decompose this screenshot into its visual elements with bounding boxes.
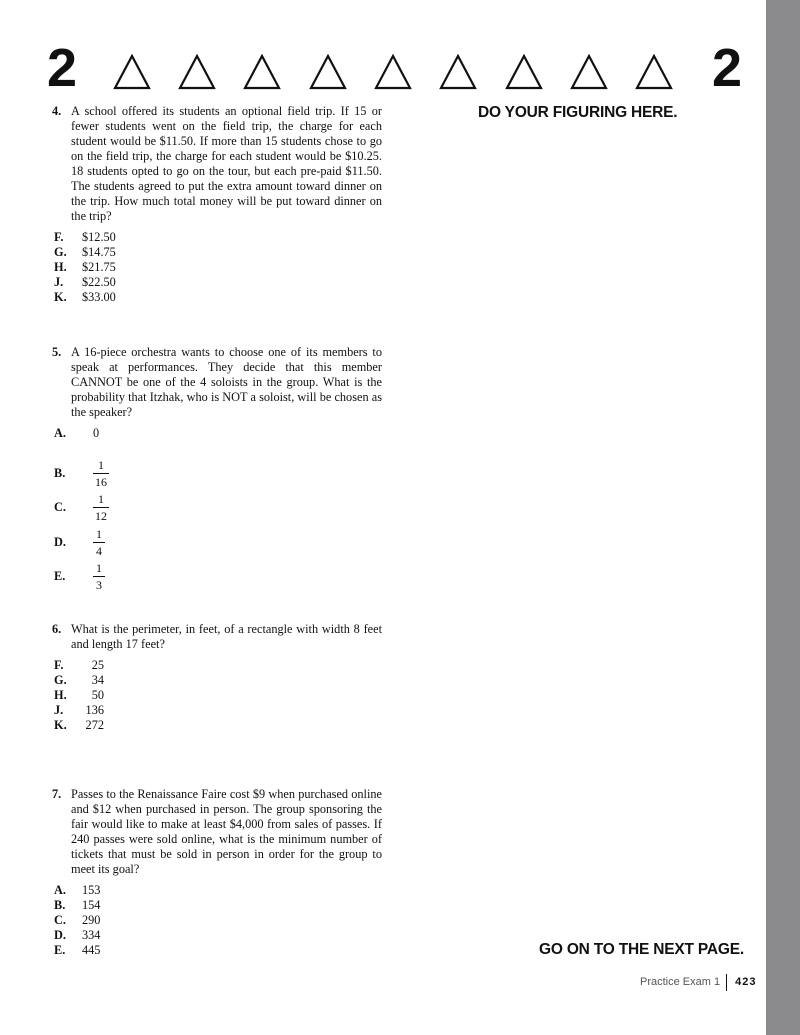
answer-choice: F. $12.50 <box>54 230 116 244</box>
answer-choice: K. $33.00 <box>54 290 116 304</box>
answer-choice: E. $\frac{1}{3}$ <box>52 560 382 595</box>
triangle-outline-icon <box>570 54 608 90</box>
footer-label: Practice Exam 1 <box>640 976 721 988</box>
answer-choices <box>52 883 382 958</box>
question-number: 4. <box>52 104 62 118</box>
figuring-label: DO YOUR FIGURING HERE. <box>478 104 678 121</box>
question-number: 5. <box>52 345 62 359</box>
answer-choices <box>52 426 382 594</box>
answer-choice: D. 334 <box>54 928 101 942</box>
question-5 <box>52 345 382 594</box>
page-edge-tab <box>766 0 800 1035</box>
triangle-outline-icon <box>113 54 151 90</box>
section-number-left: 2 <box>47 38 78 98</box>
fraction: $\frac{1}{12}$ <box>95 492 107 524</box>
triangle-outline-icon <box>505 54 543 90</box>
question-text: A 16-piece orchestra wants to choose one of its members to speak at performances. They decide that this member CANNOT be one of the 4 soloists in the group. What is the probability that Itzhak, who is NOT a soloist, will be chosen as the speaker? <box>71 345 382 419</box>
page-number: 423 <box>735 976 757 988</box>
triangle-outline-icon <box>178 54 216 90</box>
triangle-outline-icon <box>635 54 673 90</box>
triangle-outline-icon <box>439 54 477 90</box>
question-7 <box>52 787 382 958</box>
triangle-outline-icon <box>374 54 412 90</box>
answer-choices <box>52 658 382 733</box>
question-4 <box>52 104 382 305</box>
question-6 <box>52 622 382 733</box>
answer-choice: C. $\frac{1}{12}$ <box>54 492 107 524</box>
fraction: $\frac{1}{4}$ <box>93 527 105 558</box>
question-number: 7. <box>52 787 62 801</box>
question-text: What is the perimeter, in feet, of a rectangle with width 8 feet and length 17 feet? <box>71 622 382 651</box>
footer-divider <box>726 974 727 991</box>
answer-choice: B. 154 <box>54 898 101 912</box>
triangle-outline-icon <box>243 54 281 90</box>
section-number-right: 2 <box>712 38 743 98</box>
fraction: $\frac{1}{16}$ <box>95 457 107 489</box>
answer-choice: F. 25 <box>54 658 104 672</box>
question-number: 6. <box>52 622 62 636</box>
answer-choice: J. $22.50 <box>54 275 116 289</box>
answer-choice: B. $\frac{1}{16}$ <box>54 457 107 489</box>
page-footer <box>640 973 756 991</box>
answer-choice: A. 153 <box>54 883 101 897</box>
answer-choice: H. $21.75 <box>54 260 116 274</box>
question-text: A school offered its students an optional field trip. If 15 or fewer students went on the field trip, the charge for each student would be $11.50. If more than 15 students chose to go on the field trip, the charge for each student would be $10.25. 18 students opted to go on the tour, but each pre-paid $11.50. The students agreed to put the extra amount toward dinner on the trip. How much total money will be put toward dinner on the trip? <box>71 104 382 223</box>
answer-choice: A. 0 <box>54 426 100 440</box>
fraction: $\frac{1}{3}$ <box>93 561 105 592</box>
answer-choice: G. 34 <box>54 673 104 687</box>
answer-choice: C. 290 <box>54 913 101 927</box>
triangle-row <box>113 54 673 90</box>
go-on-label: GO ON TO THE NEXT PAGE. <box>539 941 744 958</box>
answer-choice: H. 50 <box>54 688 104 702</box>
answer-choice: K. 272 <box>54 718 104 732</box>
answer-choice: G. $14.75 <box>54 245 116 259</box>
answer-choice: E. 445 <box>54 943 101 957</box>
answer-choice: D. $\frac{1}{4}$ <box>52 525 382 560</box>
question-text: Passes to the Renaissance Faire cost $9 when purchased online and $12 when purchased in person. The group sponsoring the fair would like to make at least $4,000 from sales of passes. If 240 passes were sold online, what is the minimum number of tickets that must be sold in person in order for the group to meet its goal? <box>71 787 382 876</box>
triangle-outline-icon <box>309 54 347 90</box>
answer-choice: J. 136 <box>54 703 104 717</box>
answer-choices <box>52 230 382 305</box>
